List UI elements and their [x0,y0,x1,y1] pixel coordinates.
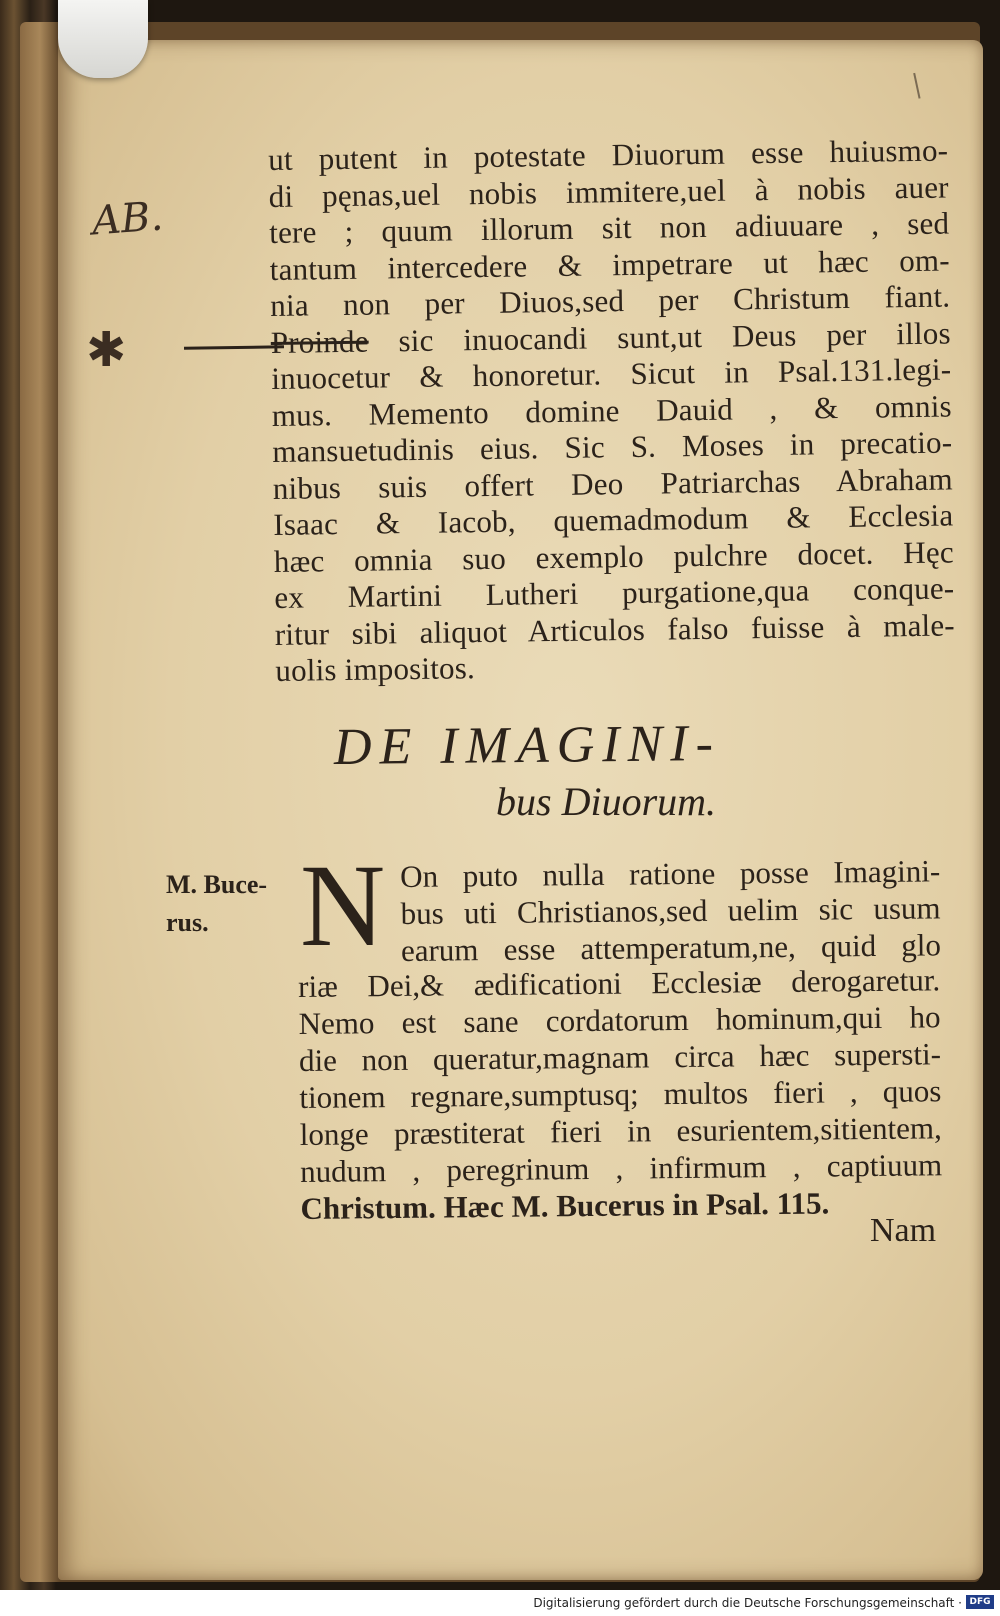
text-line: ut putent in potestate Diuorum esse huiusmo- [268,132,949,177]
dfg-logo-icon: DFG [966,1595,994,1609]
section-subheading: bus Diuorum. [496,779,717,824]
section-heading: DE IMAGINI- [333,714,722,777]
catchword: Nam [870,1212,937,1249]
text-line: mus. Memento domine Dauid , & omnis [271,387,952,433]
text-line: di pęnas,uel nobis immitere,uel à nobis auer [268,169,949,214]
text-line: riæ Dei,& ædificationi Ecclesiæ derogaretur. [298,962,941,1004]
main-paragraph [268,133,956,690]
margin-author-note [166,866,267,942]
text-line: inuocetur & honoretur. Sicut in Psal.131.legi- [271,351,952,396]
margin-author-line: M. Buce- [166,870,268,899]
text-line: bus uti Christianos,sed uelim sic usum [400,890,941,931]
text-line: tantum intercedere & impetrare ut hæc om- [269,241,950,287]
struck-line-rest: sic inuocandi sunt,ut Deus per illos [368,314,951,359]
text-line: mansuetudinis eius. Sic S. Moses in precatio- [272,424,953,469]
text-line: ritur sibi aliquot Articulos falso fuisse à male- [274,606,956,652]
text-line: die non queratur,magnam circa hæc supersti- [298,1036,942,1078]
text-line: nia non per Diuos,sed per Christum fiant. [270,278,951,323]
text-line: nibus suis offert Deo Patriarchas Abraham [272,460,954,506]
text-line: Christum. Hæc M. Bucerus in Psal. 115. [300,1185,830,1226]
text-line: hæc omnia suo exemplo pulchre docet. Hęc [273,533,955,579]
text-line: On puto nulla ratione posse Imagini- [400,853,941,894]
text-line: nudum , peregrinum , infirmum , captiuum [299,1147,943,1189]
text-line: Nemo est sane cordatorum hominum,qui ho [298,999,941,1041]
section-paragraph [298,961,943,1227]
text-line: longe præstiterat fieri in esurientem,sitientem, [299,1110,942,1152]
margin-asterisk-icon: ✱ [86,322,127,378]
text-line: tionem regnare,sumptusq; multos fieri , quos [299,1073,942,1115]
struck-word: Proinde [270,323,369,360]
text-line: earum esse attemperatum,ne, quid glo [400,927,942,968]
margin-author-line: rus. [166,908,209,937]
text-line: Isaac & Iacob, quemadmodum & Ecclesia [273,497,954,542]
drop-cap: N [300,840,386,971]
page-clip [58,0,148,78]
text-line: uolis impositos. [275,650,476,688]
footer-credit: Digitalisierung gefördert durch die Deutsche Forschungsgemeinschaft · [533,1596,962,1610]
section-paragraph-indented [400,852,941,969]
text-line: ex Martini Lutheri purgatione,qua conque- [274,570,955,615]
margin-note-ab: AB. [90,193,165,245]
text-line: tere ; quum illorum sit non adiuuare , sed [269,205,950,250]
